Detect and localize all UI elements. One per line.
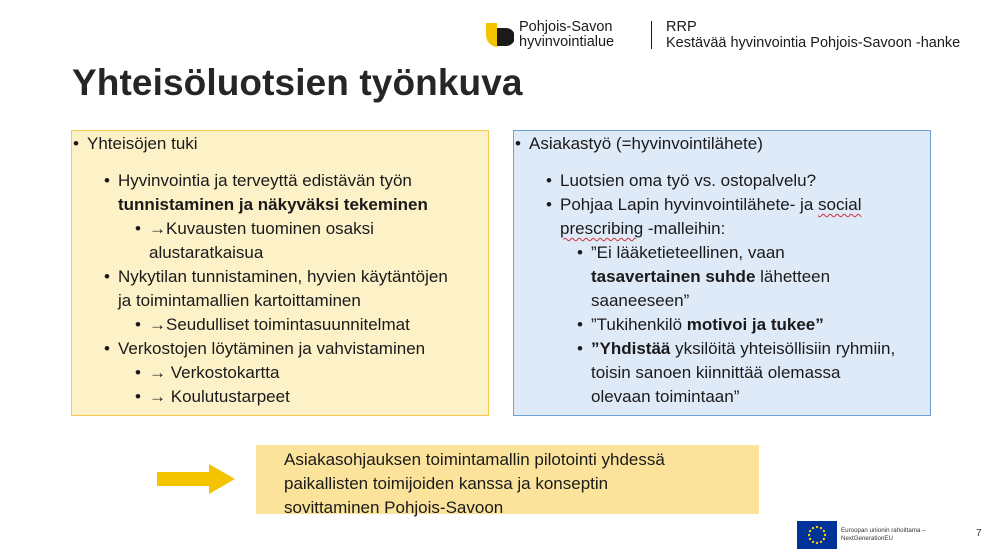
project-name xyxy=(666,19,960,51)
list-item: • Pohjaa Lapin hyvinvointilähete- ja social prescribing -malleihin: • ”Ei lääketieteellinen, vaan tasavertainen suhde lähetteen saaneeseen” • ”Tukihenkilö motivoi ja tukee” • ”Yhdistää yksilöitä yhteisöllisiin ryhmiin, toisin sanoen kiinnittää olemassa olevaan toimintaan” xyxy=(560,193,930,409)
org-name-line1: Pohjois-Savon xyxy=(519,19,613,35)
project-name-line2: Kestävää hyvinvointia Pohjois-Savoon -hanke xyxy=(666,35,961,51)
list-item: • Luotsien oma työ vs. ostopalvelu? xyxy=(560,169,930,193)
arrow-icon: → xyxy=(149,387,166,406)
pilot-summary-line3: sovittaminen Pohjois-Savoon xyxy=(284,498,504,517)
community-support-heading: • Yhteisöjen tuki • Hyvinvointia ja terveyttä edistävän työn tunnistaminen ja näkyväksi tekeminen • →Kuvausten tuominen osaksi alustaratkaisua • Nykytilan tunnistaminen, hyvien käytäntöjen ja toimintamallien kartoittaminen • →Seudulliset toimintasuunnitelmat • Verkostojen löytäminen ja vahvistaminen • → Verkostokartta • → Koulutustarpeet xyxy=(87,132,488,409)
page-number: 7 xyxy=(976,528,982,539)
arrow-icon: → xyxy=(149,219,166,238)
eu-funding-line1: Euroopan unionin rahoittama – xyxy=(841,527,926,534)
list-item: • → Koulutustarpeet xyxy=(149,385,488,409)
list-item: • ”Yhdistää yksilöitä yhteisöllisiin ryhmiin, toisin sanoen kiinnittää olemassa olevaan toimintaan” xyxy=(591,337,930,409)
right-arrow-icon xyxy=(157,464,235,494)
client-work-sublist xyxy=(529,169,930,409)
eu-funding-notice xyxy=(797,521,941,549)
eu-flag-icon xyxy=(797,521,837,549)
org-name-line2: hyvinvointialue xyxy=(519,34,615,50)
list-item: • →Seudulliset toimintasuunnitelmat xyxy=(149,313,488,337)
pohjois-savo-logo-icon xyxy=(484,20,514,50)
arrow-icon: → xyxy=(149,315,166,334)
list-item: • → Verkostokartta xyxy=(149,361,488,385)
list-item: • Hyvinvointia ja terveyttä edistävän työn tunnistaminen ja näkyväksi tekeminen • →Kuvausten tuominen osaksi alustaratkaisua xyxy=(118,169,488,265)
arrow-icon: → xyxy=(149,363,166,382)
header-divider xyxy=(651,21,652,49)
client-work-list xyxy=(514,132,930,409)
community-support-list xyxy=(72,132,488,409)
client-work-box xyxy=(513,130,931,416)
list-item: • →Kuvausten tuominen osaksi alustaratkaisua xyxy=(149,217,488,265)
project-name-line1: RRP xyxy=(666,19,697,35)
header xyxy=(484,18,960,52)
slide-title: Yhteisöluotsien työnkuva xyxy=(72,62,523,103)
pilot-summary-line2: paikallisten toimijoiden kanssa ja konseptin xyxy=(284,474,609,493)
org-name xyxy=(519,20,647,50)
list-item: • Nykytilan tunnistaminen, hyvien käytäntöjen ja toimintamallien kartoittaminen • →Seudulliset toimintasuunnitelmat xyxy=(118,265,488,337)
spellcheck-word: prescribing xyxy=(560,219,644,238)
list-item: • ”Ei lääketieteellinen, vaan tasavertainen suhde lähetteen saaneeseen” xyxy=(591,241,930,313)
spellcheck-word: social xyxy=(818,195,862,214)
eu-funding-line2: NextGenerationEU xyxy=(841,535,893,542)
community-support-box xyxy=(71,130,489,416)
list-item: • ”Tukihenkilö motivoi ja tukee” xyxy=(591,313,930,337)
client-work-heading: • Asiakastyö (=hyvinvointilähete) • Luotsien oma työ vs. ostopalvelu? • Pohjaa Lapin hyvinvointilähete- ja social prescribing -malleihin: • ”Ei lääketieteellinen, vaan tasavertainen suhde lähetteen saaneeseen” • ”Tukihenkilö motivoi ja tukee” • ”Yhdistää yksilöitä yhteisöllisiin ryhmiin, toisin sanoen kiinnittää olemassa olevaan toimintaan” xyxy=(529,132,930,409)
list-item: • Verkostojen löytäminen ja vahvistaminen • → Verkostokartta • → Koulutustarpeet xyxy=(118,337,488,409)
pilot-summary-line1: Asiakasohjauksen toimintamallin pilotointi yhdessä xyxy=(284,450,665,469)
pilot-summary-box xyxy=(256,445,759,517)
community-support-sublist xyxy=(87,169,488,409)
